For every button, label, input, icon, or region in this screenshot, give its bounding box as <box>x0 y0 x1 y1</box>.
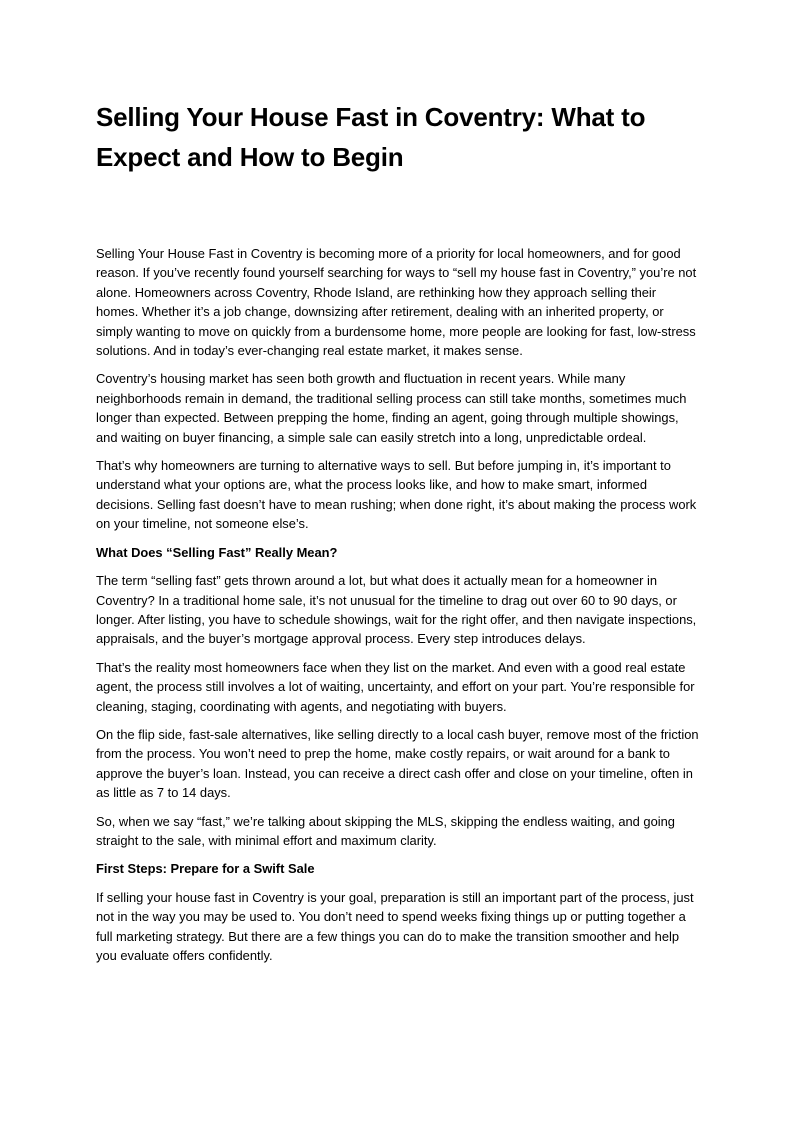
paragraph: If selling your house fast in Coventry is your goal, preparation is still an important part of the process, just not in the way you may be used to. You don’t need to spend weeks fixing things up or putting together a full marketing strategy. But there are a few things you can do to make the transition smoother and help you evaluate offers confidently. <box>96 889 694 963</box>
section-heading: First Steps: Prepare for a Swift Sale <box>96 861 315 877</box>
paragraph: Selling Your House Fast in Coventry is becoming more of a priority for local homeowners, and for good reason. If you’ve recently found yourself searching for ways to “sell my house fast in Coventry,” you’re not alone. Homeowners across Coventry, Rhode Island, are rethinking how they approach selling their homes. Whether it’s a job change, downsizing after retirement, dealing with an inherited property, or simply wanting to move on quickly from a burdensome home, more people are looking for fast, low-stress solutions. And in today’s ever-changing real estate market, it makes sense. <box>96 246 697 359</box>
section-heading: What Does “Selling Fast” Really Mean? <box>96 544 338 560</box>
paragraph: That’s why homeowners are turning to alternative ways to sell. But before jumping in, it’s important to understand what your options are, what the process looks like, and how to make smart, informed decisions. Selling fast doesn’t have to mean rushing; when done right, it’s about making the process work on your timeline, not someone else’s. <box>96 458 697 532</box>
paragraph: So, when we say “fast,” we’re talking about skipping the MLS, skipping the endless waiting, and going straight to the sale, with minimal effort and maximum clarity. <box>96 813 675 848</box>
paragraph: That’s the reality most homeowners face when they list on the market. And even with a good real estate agent, the process still involves a lot of waiting, uncertainty, and effort on your part. You’re responsible for cleaning, staging, coordinating with agents, and negotiating with buyers. <box>96 659 695 714</box>
page-title: Selling Your House Fast in Coventry: What to Expect and How to Begin <box>96 102 646 172</box>
paragraph: On the flip side, fast-sale alternatives, like selling directly to a local cash buyer, remove most of the friction from the process. You won’t need to prep the home, make costly repairs, or wait around for a bank to approve the buyer’s loan. Instead, you can receive a direct cash offer and close on your timeline, often in as little as 7 to 14 days. <box>96 726 699 801</box>
paragraph: Coventry’s housing market has seen both growth and fluctuation in recent years. While many neighborhoods remain in demand, the traditional selling process can still take months, sometimes much longer than expected. Between prepping the home, finding an agent, going through multiple showings, and waiting on buyer financing, a simple sale can easily stretch into a long, unpredictable ordeal. <box>96 371 687 445</box>
article-body <box>96 244 700 974</box>
paragraph: The term “selling fast” gets thrown around a lot, but what does it actually mean for a homeowner in Coventry? In a traditional home sale, it’s not unusual for the timeline to drag out over 60 to 90 days, or longer. After listing, you have to schedule showings, wait for the right offer, and then navigate inspections, appraisals, and the buyer’s mortgage approval process. Every step introduces delays. <box>96 573 697 647</box>
